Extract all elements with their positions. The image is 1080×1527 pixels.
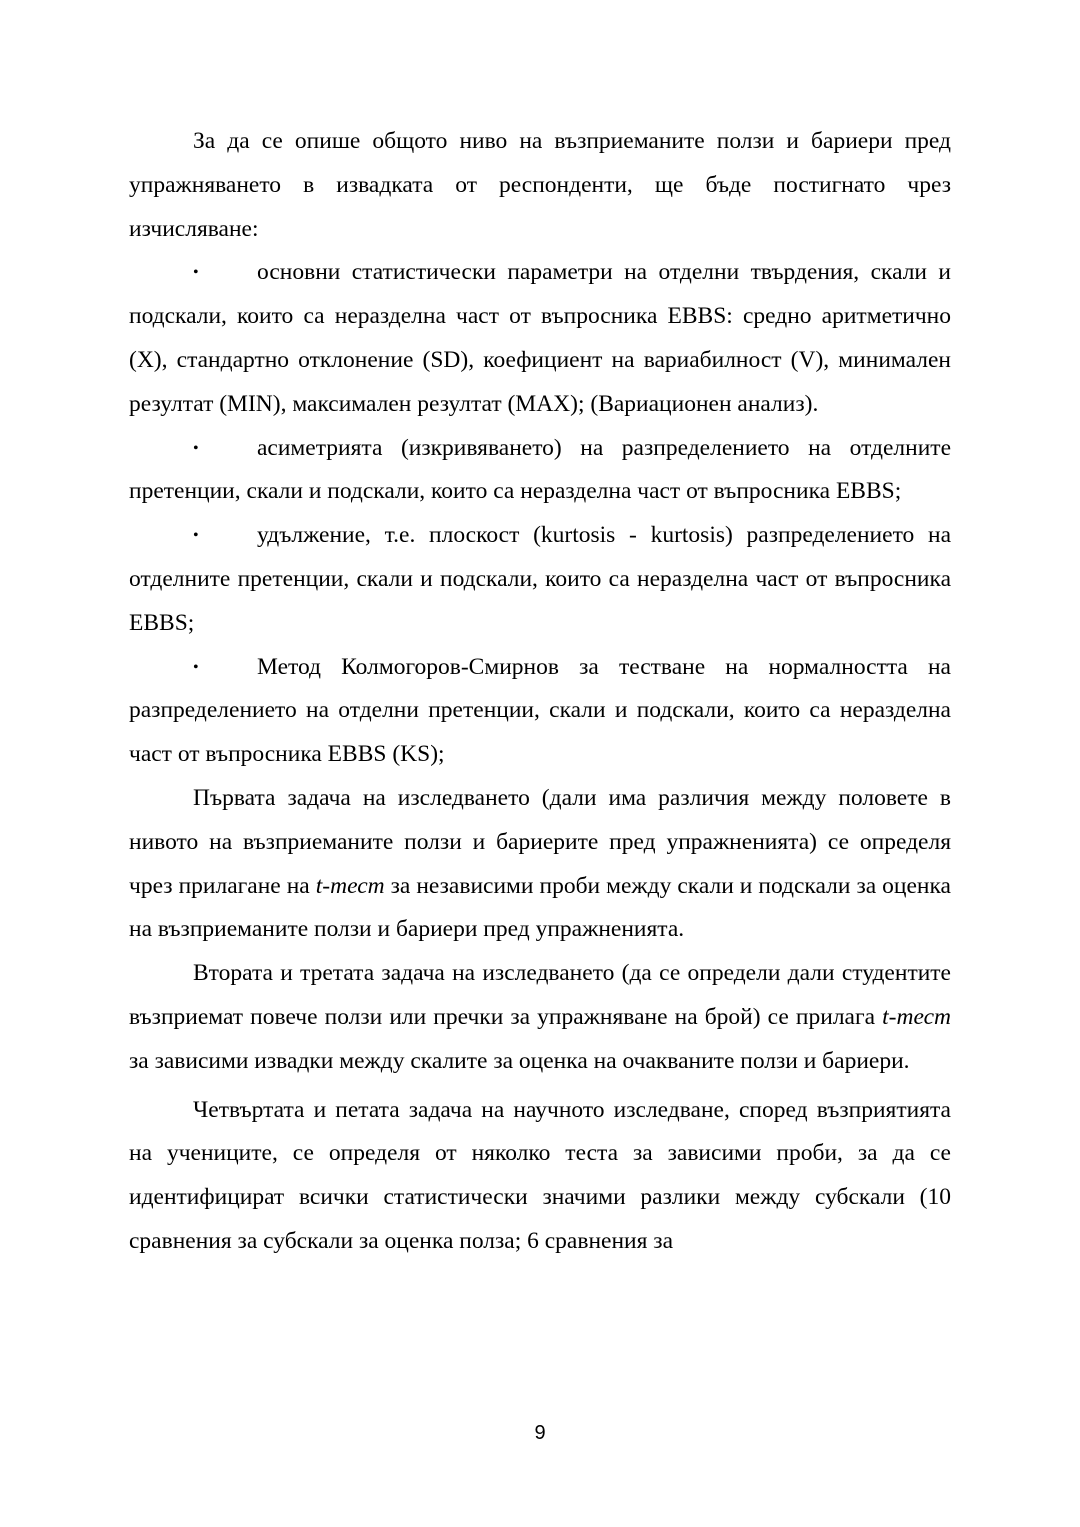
- emphasis-t-test: t-тест: [882, 1003, 951, 1030]
- bullet-icon: •: [193, 527, 199, 545]
- bullet-item-kolmogorov-smirnov: [129, 646, 951, 777]
- page-number: 9: [534, 1422, 546, 1444]
- paragraph-text: Втората и третата задача на изследването (да се определи дали студентите възприемат повече ползи или пречки за упражняване на брой) се прилага: [129, 960, 951, 1030]
- paragraph-text: за зависими извадки между скалите за оценка на очакваните ползи и бариери.: [129, 1047, 910, 1074]
- bullet-item-statistical-parameters: [129, 251, 951, 426]
- paragraph-text: Първата задача на изследването (дали има различия между половете в нивото на възприеманите ползи и бариерите пред упражненията) се определя чрез прилагане на: [129, 784, 951, 899]
- bullet-icon: •: [193, 439, 199, 457]
- bullet-icon: •: [193, 658, 199, 676]
- bullet-text: удължение, т.е. плоскост (kurtosis - kurtosis) разпределението на отделните претенции, скали и подскали, които са неразделна част от въпросника EBBS;: [129, 522, 951, 636]
- bullet-text: основни статистически параметри на отделни твърдения, скали и подскали, които са неразделна част от въпросника EBBS: средно аритметично (X), стандартно отклонение (SD), коефициент на вариабилност (V), минимален резултат (MIN), максимален резултат (MAX); (Вариационен анализ).: [129, 259, 951, 417]
- paragraph-first-task: [129, 777, 951, 952]
- paragraph-intro: За да се опише общото ниво на възприеманите ползи и бариери пред упражняването в извадката от респонденти, ще бъде постигнато чрез изчисляване:: [129, 128, 951, 242]
- emphasis-t-test: t-тест: [315, 872, 385, 899]
- bullet-text: асиметрията (изкривяването) на разпределението на отделните претенции, скали и подскали, които са неразделна част от въпросника EBBS;: [129, 434, 951, 505]
- paragraph-text: за независими проби между скали и подскали за оценка на възприеманите ползи и бариери пред упражненията.: [129, 872, 951, 943]
- body-text: [129, 120, 951, 1264]
- paragraph-fourth-fifth-task: Четвъртата и петата задача на научното изследване, според възприятията на учениците, се определя от няколко теста за зависими проби, за да се идентифицират всички статистически значими разлики между субскали (10 сравнения за субскали за оценка полза; 6 сравнения за: [129, 1096, 951, 1254]
- paragraph-second-third-task: [129, 952, 951, 1083]
- bullet-icon: •: [193, 264, 199, 282]
- bullet-item-asymmetry: [129, 427, 951, 515]
- bullet-item-kurtosis: [129, 514, 951, 645]
- bullet-text: Метод Колмогоров-Смирнов за тестване на нормалността на разпределението на отделни претенции, скали и подскали, които са неразделна част от въпросника EBBS (KS);: [129, 653, 951, 768]
